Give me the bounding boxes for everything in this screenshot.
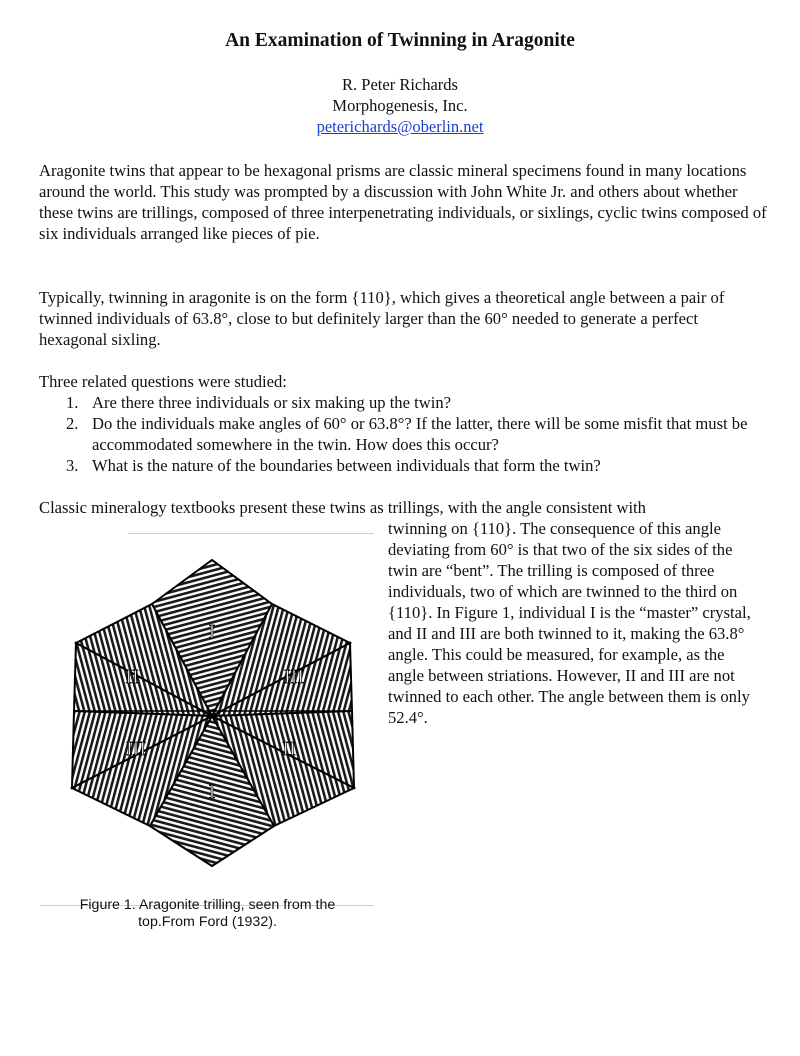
- figure-top-rule: [128, 533, 374, 534]
- list-item-text: What is the nature of the boundaries between individuals that form the twin?: [92, 456, 601, 475]
- figure-1-caption: [40, 897, 375, 931]
- list-item: [39, 413, 769, 455]
- classic-paragraph-wrap: twinning on {110}. The consequence of this angle deviating from 60° is that two of the six sides of the twin are “bent”. The trilling is composed of three individuals, two of which are twinned to the third on {110}. In Figure 1, individual I is the “master” crystal, and II and III are both twinned to it, making the 63.8° angle. This could be measured, for example, as the angle between striations. However, II and III are not twinned to each other. The angle between them is only 52.4°.: [388, 519, 751, 727]
- classic-paragraph-lead: Classic mineralogy textbooks present these twins as trillings, with the angle consistent with: [39, 498, 646, 517]
- label-upper-right-iii: III: [284, 666, 304, 688]
- caption-line-2: top.From Ford (1932).: [138, 914, 277, 930]
- author-name: R. Peter Richards: [342, 75, 458, 94]
- typical-paragraph: Typically, twinning in aragonite is on the form {110}, which gives a theoretical angle between a pair of twinned individuals of 63.8°, close to but definitely larger than the 60° needed to generate a perfect hexagonal sixling.: [39, 288, 725, 349]
- label-bottom-i: I: [208, 781, 216, 803]
- label-lower-right-ii: II: [282, 738, 296, 760]
- list-item-number: 3.: [66, 456, 79, 475]
- figure-1-trilling-drawing: [60, 548, 365, 868]
- author-email-link[interactable]: peterichards@oberlin.net: [316, 117, 484, 136]
- author-affiliation: Morphogenesis, Inc.: [332, 96, 468, 115]
- author-block: [0, 74, 800, 137]
- list-item-number: 1.: [66, 393, 79, 412]
- label-top-i: I: [208, 621, 216, 643]
- list-item: [39, 392, 769, 413]
- label-lower-left-iii: III: [126, 738, 146, 760]
- page-title: An Examination of Twinning in Aragonite: [225, 30, 575, 51]
- intro-paragraph: Aragonite twins that appear to be hexagonal prisms are classic mineral specimens found in many locations around the world. This study was prompted by a discussion with John White Jr. and others about whether these twins are trillings, composed of three interpenetrating individuals, or sixlings, cyclic twins composed of six individuals arranged like pieces of pie.: [39, 161, 767, 243]
- trilling-diagram: [60, 548, 365, 868]
- list-item-number: 2.: [66, 414, 79, 433]
- list-item-text: Are there three individuals or six making up the twin?: [92, 393, 451, 412]
- list-item-text: Do the individuals make angles of 60° or 63.8°? If the latter, there will be some misfit that must be accommodated somewhere in the twin. How does this occur?: [92, 414, 748, 454]
- list-item: [39, 455, 769, 476]
- questions-intro: Three related questions were studied:: [39, 372, 287, 391]
- caption-line-1: Figure 1. Aragonite trilling, seen from the: [79, 897, 336, 913]
- questions-list: [39, 392, 769, 476]
- label-upper-left-ii: II: [125, 666, 139, 688]
